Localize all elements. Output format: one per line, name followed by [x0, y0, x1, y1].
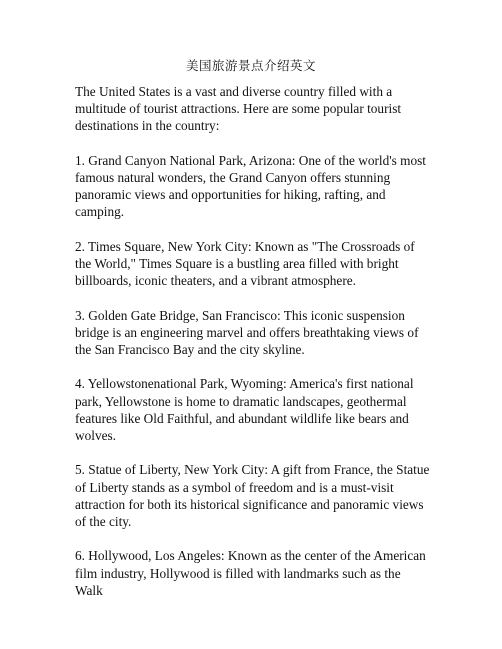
attraction-yellowstone: 4. Yellowstonenational Park, Wyoming: America's first national park, Yellowstone is home to dramatic landscapes, geothermal features like Old Faithful, and abundant wildlife like bears and wolves.: [75, 376, 414, 443]
attraction-golden-gate-bridge: 3. Golden Gate Bridge, San Francisco: This iconic suspension bridge is an engineering marvel and offers breathtaking views of the San Francisco Bay and the city skyline.: [75, 307, 419, 357]
attraction-statue-of-liberty: 5. Statue of Liberty, New York City: A gift from France, the Statue of Liberty stands as a symbol of freedom and is a must-visit attraction for both its historical significance and panoramic views of the city.: [75, 462, 430, 529]
attraction-grand-canyon: 1. Grand Canyon National Park, Arizona: One of the world's most famous natural wonders, the Grand Canyon offers stunning panoramic views and opportunities for hiking, rafting, and camping.: [75, 152, 427, 220]
attraction-times-square: 2. Times Square, New York City: Known as "The Crossroads of the World," Times Square is a bustling area filled with bright billboards, iconic theaters, and a vibrant atmosphere.: [75, 238, 415, 289]
attraction-hollywood: 6. Hollywood, Los Angeles: Known as the center of the American film industry, Hollywood is filled with landmarks such as the Walk: [75, 548, 426, 598]
intro-paragraph: The United States is a vast and diverse country filled with a multitude of tourist attractions. Here are some popular tourist destinations in the country:: [75, 84, 402, 134]
document-body: [75, 83, 430, 616]
document-title: 美国旅游景点介绍英文: [185, 58, 316, 73]
